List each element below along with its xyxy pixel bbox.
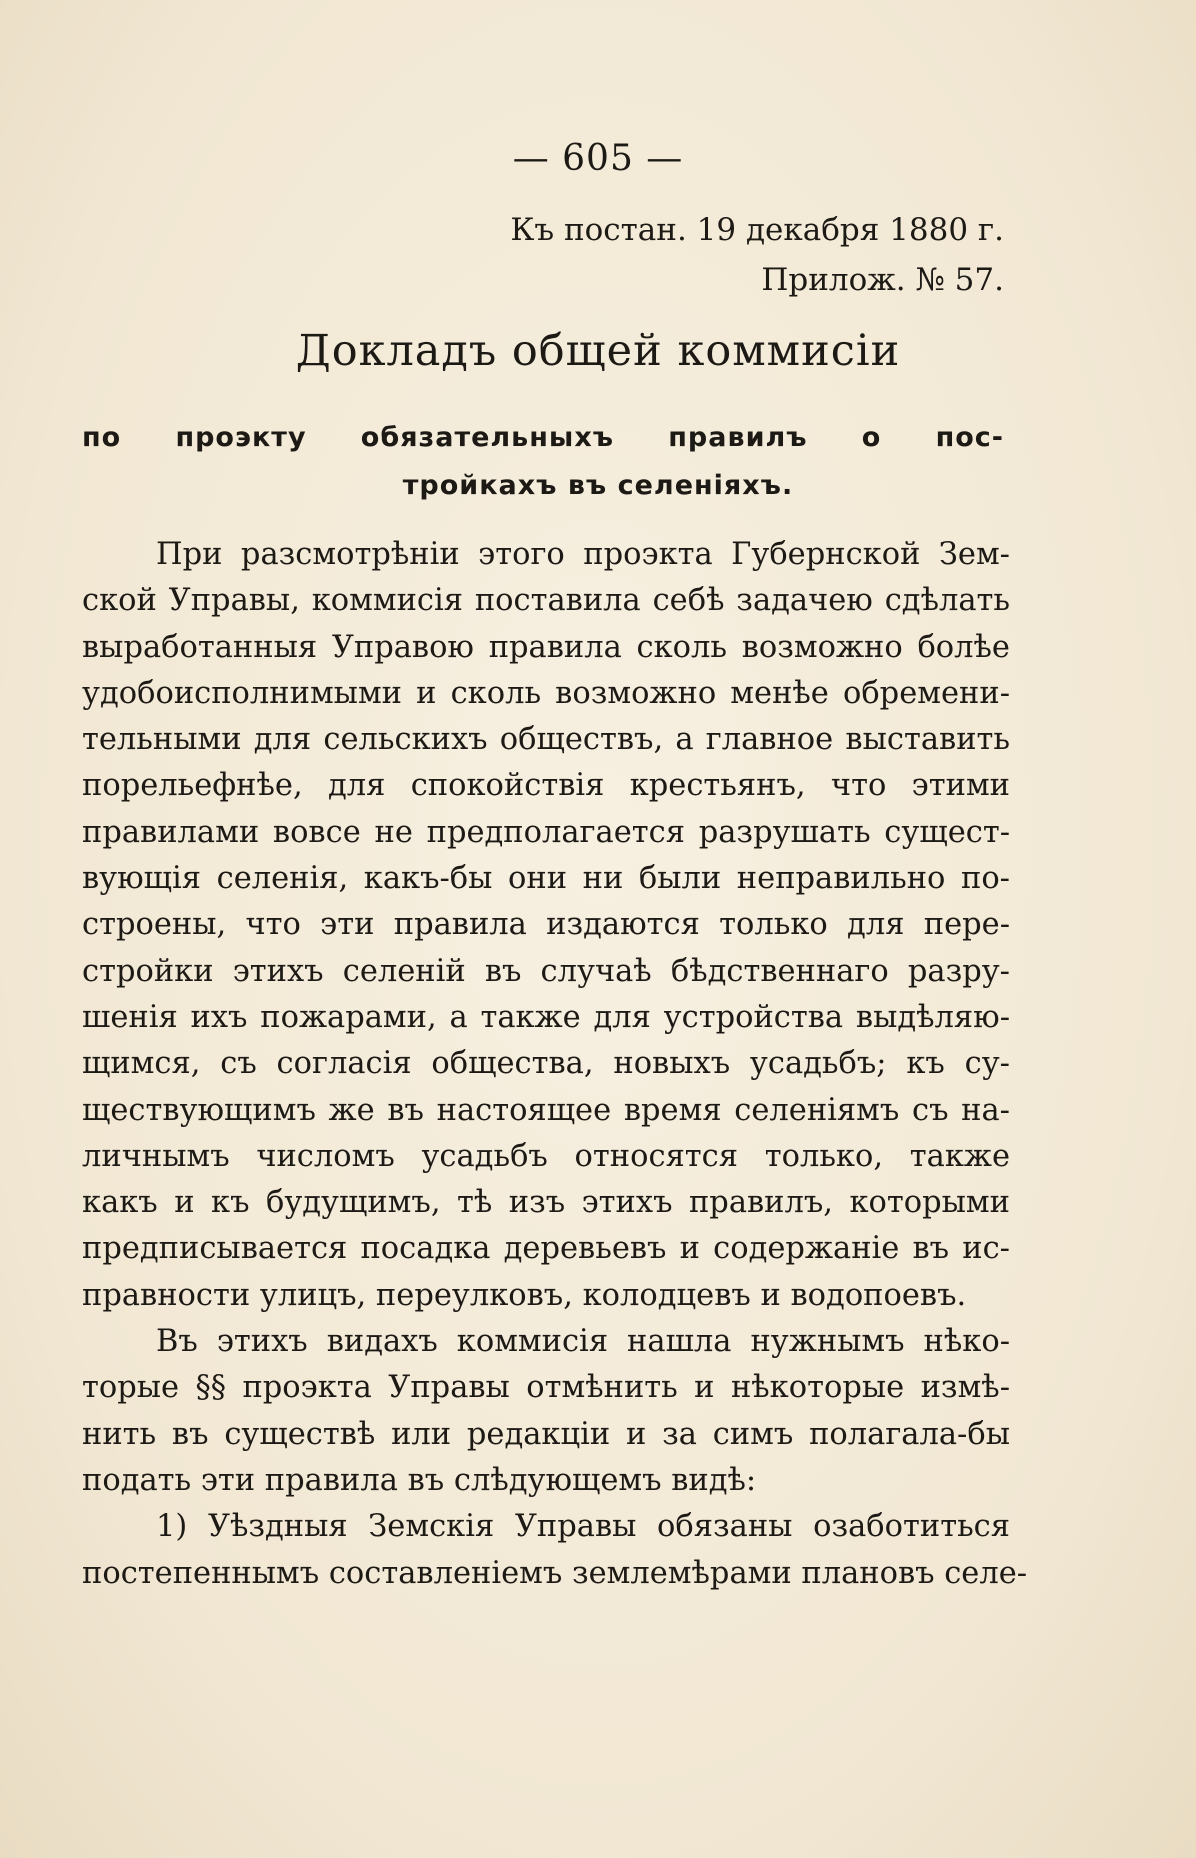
text-line: строены, что эти правила издаются только для пере- [82,907,1010,943]
text-line: удобоисполнимыми и сколь возможно менѣе обремени- [82,675,1010,711]
resolution-reference: Къ постан. 19 декабря 1880 г. [510,212,1004,248]
text-line: стройки этихъ селеній въ случаѣ бѣдственнаго разру- [82,953,1010,989]
text-line: предписывается посадка деревьевъ и содержаніе въ ис- [82,1231,1010,1267]
text-line: правилами вовсе не предполагается разрушать сущест- [82,814,1010,850]
body-text [82,532,1028,1597]
text-line: порельефнѣе, для спокойствія крестьянъ, что этими [82,768,1010,804]
text-line: постепеннымъ составленіемъ землемѣрами плановъ селе- [82,1555,1028,1591]
appendix-reference: Прилож. № 57. [761,262,1004,298]
report-title: Докладъ общей коммисіи [295,326,901,376]
page-number: — 605 — [512,138,684,179]
text-line: выработанныя Управою правила сколь возможно болѣе [82,629,1010,665]
text-line: тельными для сельскихъ обществъ, а главное выставить [82,722,1010,758]
text-line: щимся, съ согласія общества, новыхъ усадьбъ; къ су- [82,1046,1010,1082]
text-line: 1) Уѣздныя Земскія Управы обязаны озаботиться [156,1509,1010,1545]
report-subtitle-line-2: тройкахъ въ селеніяхъ. [402,470,794,501]
text-line: вующія селенія, какъ-бы они ни были неправильно по- [82,861,1010,897]
text-line: личнымъ числомъ усадьбъ относятся только, также [82,1138,1010,1174]
text-line: нить въ существѣ или редакціи и за симъ полагала-бы [82,1416,1010,1452]
text-line: подать эти правила въ слѣдующемъ видѣ: [82,1462,757,1498]
text-line: правности улицъ, переулковъ, колодцевъ и водопоевъ. [82,1277,967,1313]
text-line: ществующимъ же въ настоящее время селеніямъ съ на- [82,1092,1010,1128]
report-subtitle-line-1: по проэкту обязательныхъ правилъ о пос- [82,422,1004,453]
text-line: Въ этихъ видахъ коммисія нашла нужнымъ нѣко- [156,1324,1010,1360]
text-line: При разсмотрѣніи этого проэкта Губернской Зем- [156,537,1010,572]
text-line: торые §§ проэкта Управы отмѣнить и нѣкоторые измѣ- [82,1370,1010,1406]
text-line: ской Управы, коммисія поставила себѣ задачею сдѣлать [82,583,1010,619]
text-line: какъ и къ будущимъ, тѣ изъ этихъ правилъ, которыми [82,1185,1010,1221]
text-line: шенія ихъ пожарами, а также для устройства выдѣляю- [82,999,1010,1035]
